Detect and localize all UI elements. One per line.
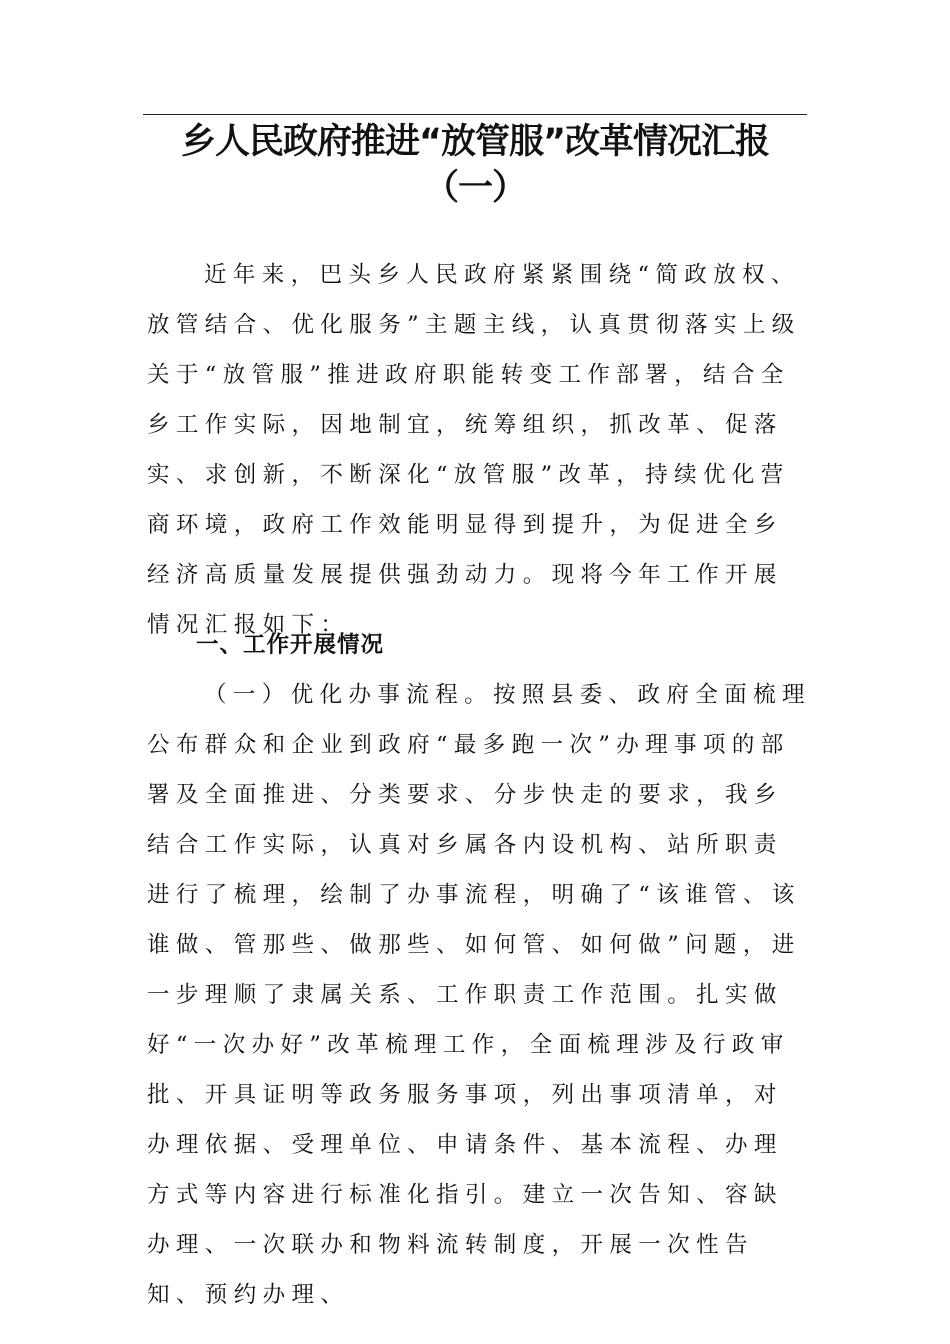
document-title: 乡人民政府推进“放管服”改革情况汇报 bbox=[180, 122, 769, 162]
document-title-number: （一） bbox=[423, 168, 526, 208]
intro-paragraph: 近年来，巴头乡人民政府紧紧围绕“简政放权、放管结合、优化服务”主题主线，认真贯彻落实上级关于“放管服”推进政府职能转变工作部署，结合全乡工作实际，因地制宜，统筹组织，抓改革、促落实、求创新，不断深化“放管服”改革，持续优化营商环境，政府工作效能明显得到提升，为促进全乡经济高质量发展提供强劲动力。现将今年工作开展情况汇报如下： bbox=[147, 262, 801, 638]
header-rule bbox=[143, 114, 807, 115]
body-paragraph: （一）优化办事流程。按照县委、政府全面梳理公布群众和企业到政府“最多跑一次”办理事项的部署及全面推进、分类要求、分步快走的要求，我乡结合工作实际，认真对乡属各内设机构、站所职责进行了梳理，绘制了办事流程，明确了“该谁管、该谁做、管那些、做那些、如何管、如何做”问题，进一步理顺了隶属关系、工作职责工作范围。扎实做好“一次办好”改革梳理工作，全面梳理涉及行政审批、开具证明等政务服务事项，列出事项清单，对办理依据、受理单位、申请条件、基本流程、办理方式等内容进行标准化指引。建立一次告知、容缺办理、一次联办和物料流转制度，开展一次性告知、预约办理、 bbox=[147, 682, 811, 1308]
section-heading: 一、工作开展情况 bbox=[196, 632, 385, 658]
